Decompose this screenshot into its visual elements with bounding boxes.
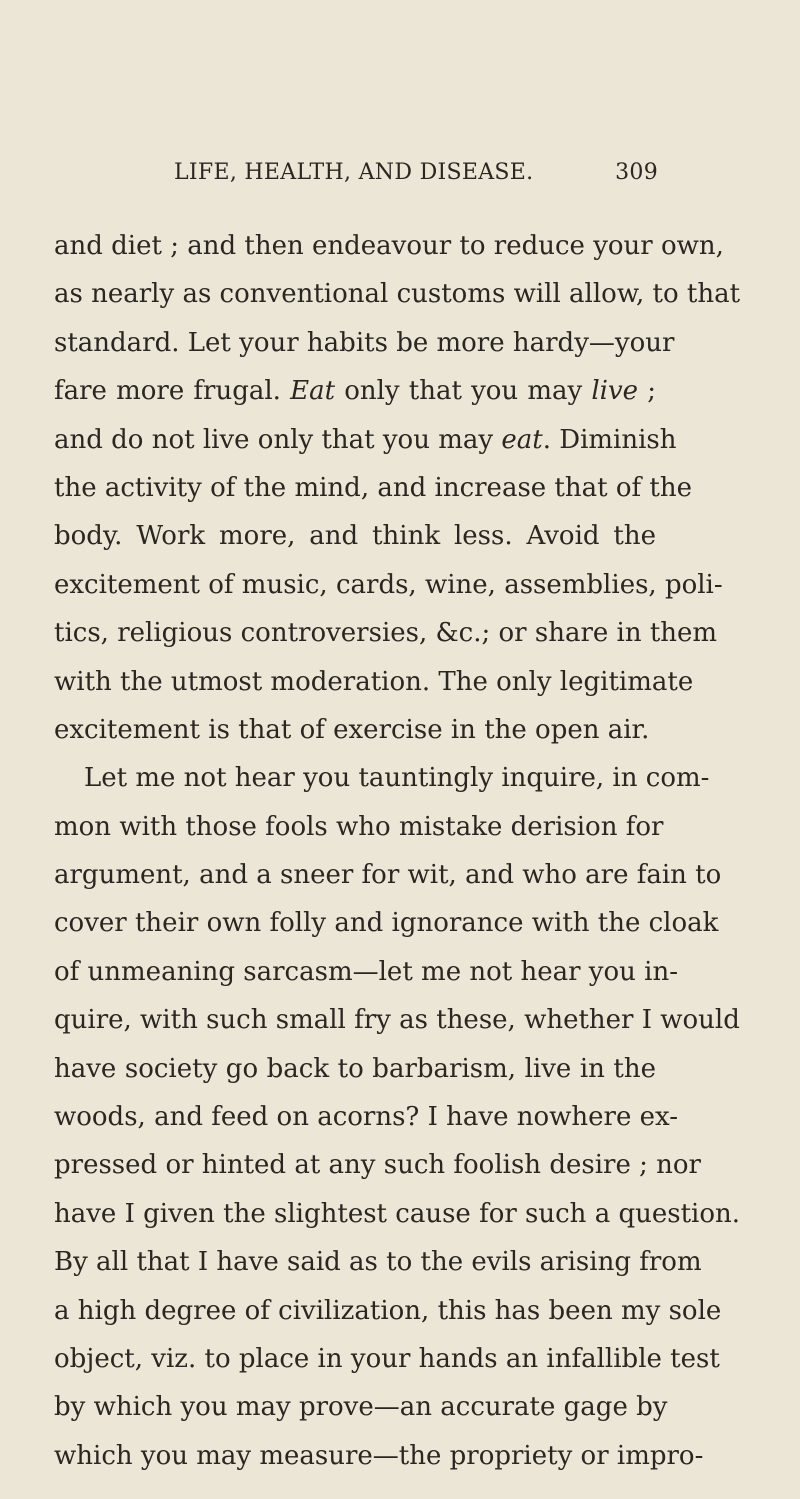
text-line: have I given the slightest cause for such a question. <box>54 1198 741 1229</box>
text-line: mon with those fools who mistake derision for <box>54 811 664 842</box>
body-text <box>54 222 741 1480</box>
emphasis: live <box>591 376 639 407</box>
text-line: woods, and feed on acorns? I have nowhere ex- <box>54 1102 678 1133</box>
text-line: By all that I have said as to the evils arising from <box>54 1247 702 1278</box>
text-line: and diet ; and then endeavour to reduce your own, <box>54 231 724 261</box>
text-line: by which you may prove—an accurate gage by <box>54 1392 668 1423</box>
text-line: which you may measure—the propriety or impro- <box>54 1440 704 1471</box>
text-line: excitement of music, cards, wine, assemblies, poli- <box>54 569 723 600</box>
text-line: tics, religious controversies, &c.; or share in them <box>54 618 718 649</box>
text-line: have society go back to barbarism, live in the <box>54 1053 656 1084</box>
text-line: Let me not hear you tauntingly inquire, in com- <box>84 763 710 794</box>
text-line: of unmeaning sarcasm—let me not hear you in- <box>54 956 678 987</box>
page-number: 309 <box>615 160 658 185</box>
text-line: body. Work more, and think less. Avoid the <box>54 521 656 552</box>
text-line: argument, and a sneer for wit, and who are fain to <box>54 860 722 891</box>
running-head <box>174 160 658 194</box>
text-line: with the utmost moderation. The only legitimate <box>54 666 694 697</box>
emphasis: Eat <box>290 376 336 407</box>
text-line: object, viz. to place in your hands an infallible test <box>54 1343 720 1374</box>
text-line: excitement is that of exercise in the open air. <box>54 714 650 745</box>
emphasis: eat <box>501 424 543 455</box>
text-line: pressed or hinted at any such foolish desire ; nor <box>54 1150 701 1181</box>
text-line: standard. Let your habits be more hardy—your <box>54 327 675 358</box>
text-line: fare more frugal. Eat only that you may live ; <box>54 376 656 407</box>
running-title: LIFE, HEALTH, AND DISEASE. <box>174 160 534 185</box>
text-line: quire, with such small fry as these, whether I would <box>54 1005 740 1036</box>
text-line: cover their own folly and ignorance with the cloak <box>54 908 719 939</box>
text-line: as nearly as conventional customs will allow, to that <box>54 279 741 310</box>
text-line: and do not live only that you may eat. Diminish <box>54 424 677 455</box>
text-line: the activity of the mind, and increase that of the <box>54 472 692 503</box>
text-line: a high degree of civilization, this has been my sole <box>54 1295 722 1326</box>
